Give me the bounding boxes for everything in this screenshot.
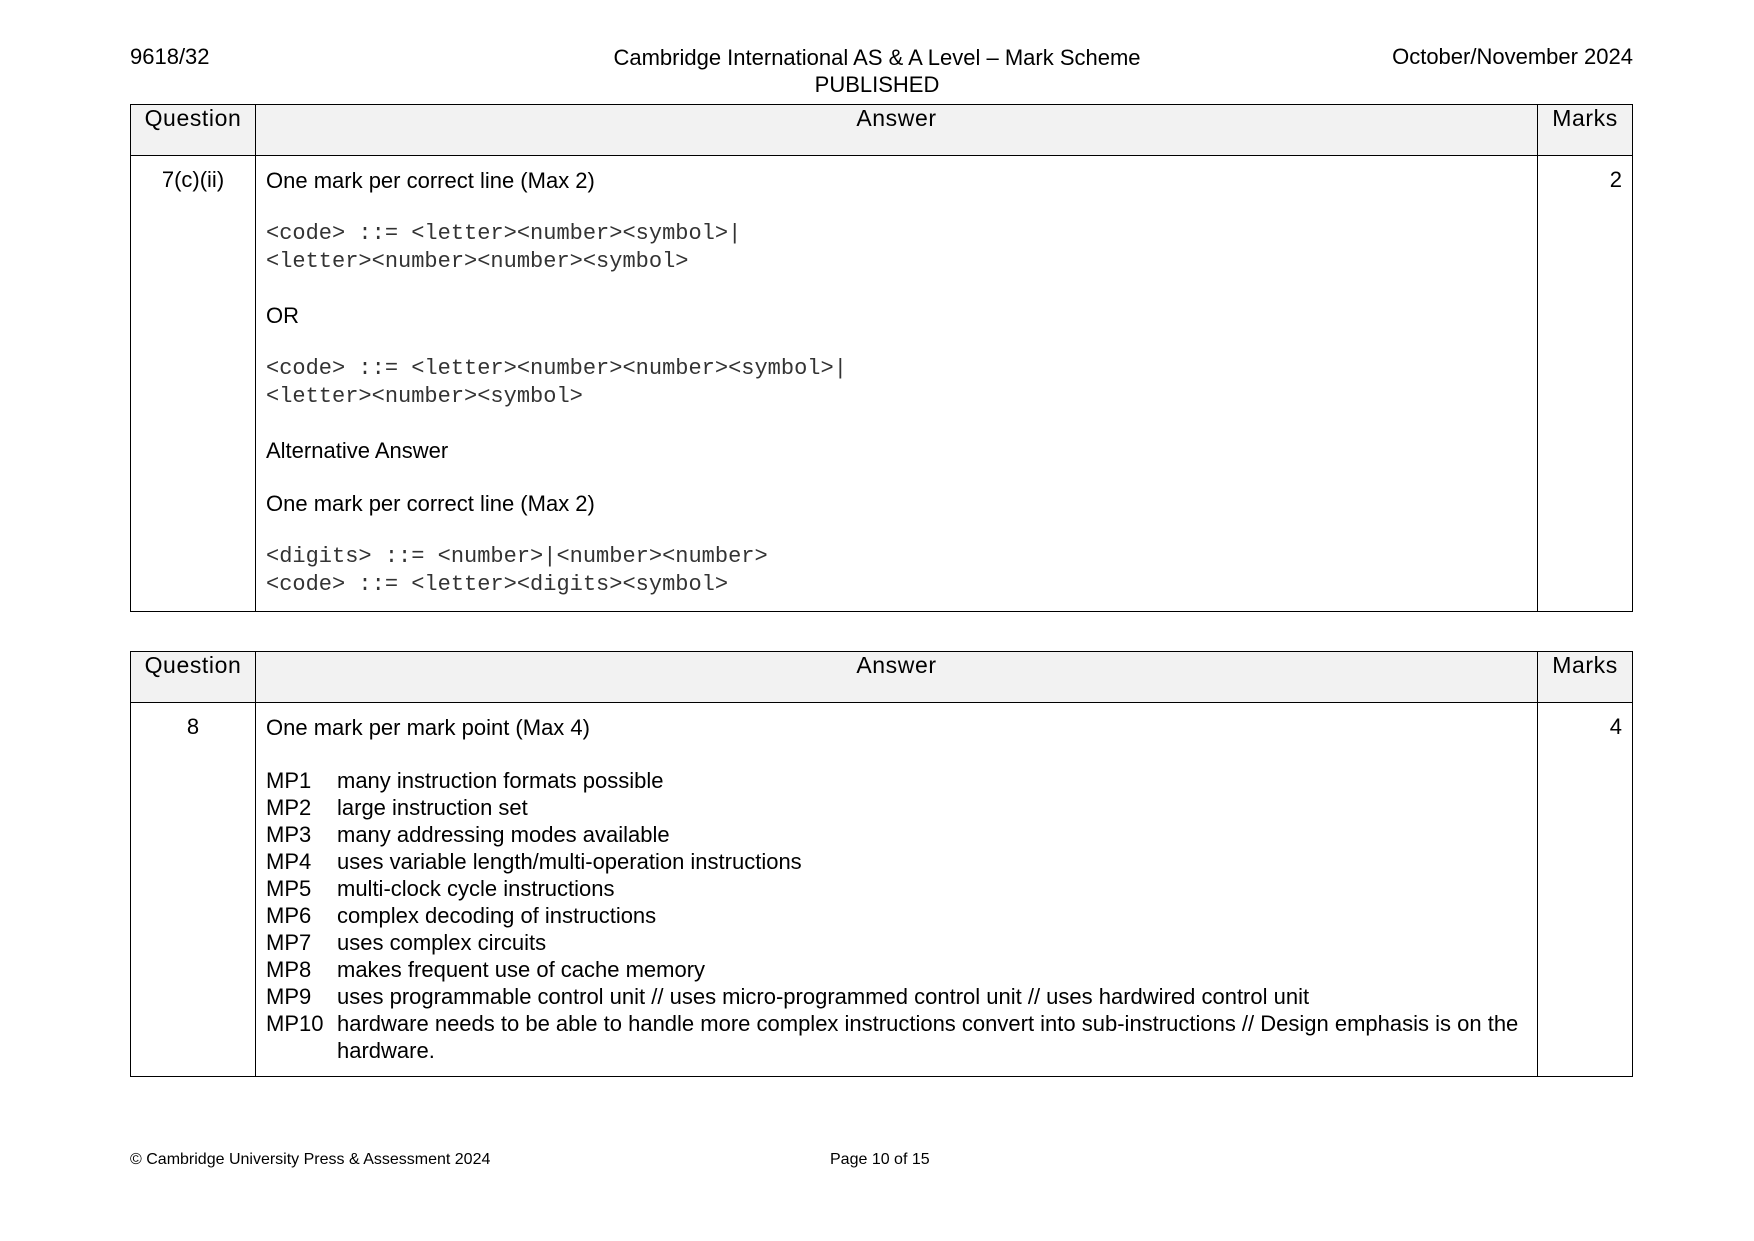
mark-instruction: One mark per correct line (Max 2) [266,168,595,193]
table-header-row [131,652,1633,703]
answer-cell [256,156,1538,612]
list-item [266,1010,1527,1064]
exam-session: October/November 2024 [1392,44,1633,69]
list-item [266,875,1527,902]
bnf-code-line: <letter><number><symbol> [266,384,583,409]
mark-table-q8 [130,651,1633,1077]
mark-point-text: complex decoding of instructions [337,903,657,928]
mark-scheme-title: Cambridge International AS & A Level – Mark Scheme [613,45,1141,70]
table-row [131,156,1633,612]
mark-point-text: multi-clock cycle instructions [337,876,615,901]
list-item [266,983,1527,1010]
mark-point-id: MP3 [266,822,312,847]
mark-point-text: large instruction set [337,795,528,820]
mark-instruction: One mark per correct line (Max 2) [266,491,595,516]
alternative-answer-heading: Alternative Answer [266,438,449,463]
mark-point-id: MP6 [266,903,312,928]
mark-point-id: MP5 [266,876,312,901]
table-header-row [131,105,1633,156]
mark-point-text: many instruction formats possible [337,768,664,793]
bnf-code-line: <code> ::= <letter><number><number><symbol>| [266,356,847,381]
mark-point-text: uses complex circuits [337,930,547,955]
mark-table-q7 [130,104,1633,612]
question-number: 7(c)(ii) [131,156,256,612]
page-number: Page 10 of 15 [830,1151,930,1168]
marks-value: 4 [1538,703,1633,1077]
list-item [266,929,1527,956]
mark-point-id: MP2 [266,795,312,820]
marks-column-header: Marks [1538,105,1633,156]
list-item [266,821,1527,848]
answer-cell [256,703,1538,1077]
answer-column-header: Answer [256,652,1538,703]
bnf-code-line: <letter><number><number><symbol> [266,249,689,274]
mark-point-id: MP10 [266,1011,324,1036]
marks-column-header: Marks [1538,652,1633,703]
mark-instruction: One mark per mark point (Max 4) [266,715,590,740]
or-separator: OR [266,303,299,328]
list-item [266,956,1527,983]
copyright-notice: © Cambridge University Press & Assessment 2024 [130,1151,491,1168]
marks-value: 2 [1538,156,1633,612]
paper-code: 9618/32 [130,44,210,69]
published-label: PUBLISHED [814,72,940,97]
mark-point-text: uses programmable control unit // uses micro-programmed control unit // uses hardwired control unit [337,984,1310,1009]
bnf-code-line: <code> ::= <letter><number><symbol>| [266,221,742,246]
mark-point-text: uses variable length/multi-operation instructions [337,849,802,874]
mark-point-id: MP1 [266,768,312,793]
question-number: 8 [131,703,256,1077]
question-column-header: Question [131,652,256,703]
mark-point-id: MP8 [266,957,312,982]
list-item [266,767,1527,794]
question-column-header: Question [131,105,256,156]
mark-point-id: MP7 [266,930,312,955]
mark-point-text: makes frequent use of cache memory [337,957,706,982]
mark-point-id: MP9 [266,984,312,1009]
mark-point-text: many addressing modes available [337,822,670,847]
list-item [266,902,1527,929]
mark-point-list [266,767,1527,1064]
bnf-code-line: <digits> ::= <number>|<number><number> [266,544,768,569]
mark-point-text: hardware needs to be able to handle more complex instructions convert into sub-instructions // Design emphasis is on the hardware. [337,1011,1519,1063]
list-item [266,794,1527,821]
table-row [131,703,1633,1077]
answer-column-header: Answer [256,105,1538,156]
list-item [266,848,1527,875]
bnf-code-line: <code> ::= <letter><digits><symbol> [266,572,729,597]
mark-point-id: MP4 [266,849,312,874]
